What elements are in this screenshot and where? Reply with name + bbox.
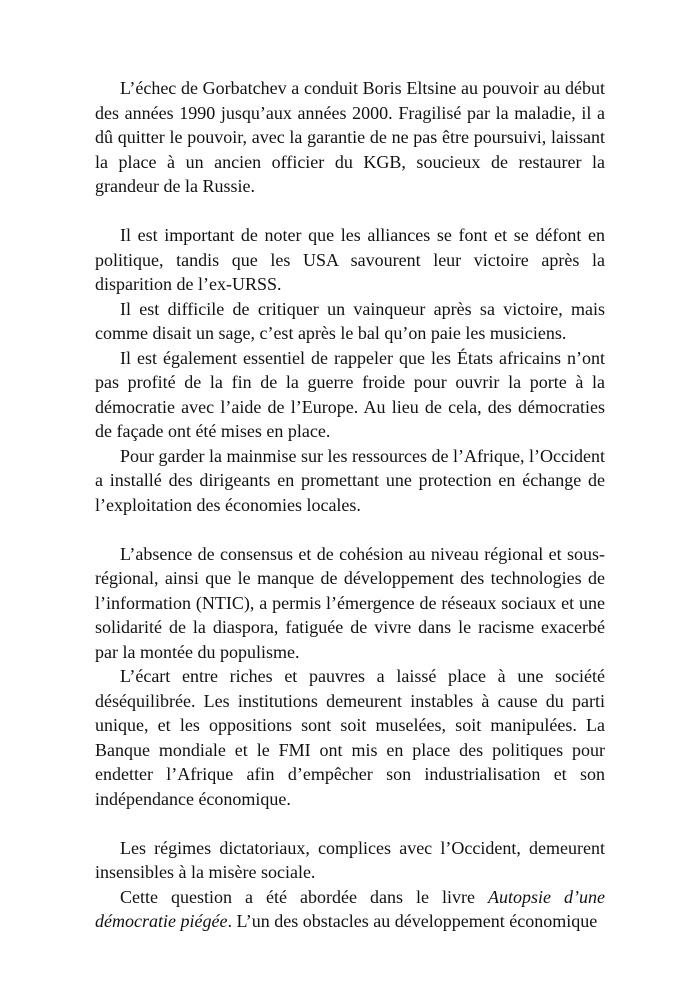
paragraph: L’échec de Gorbatchev a conduit Boris Eltsine au pouvoir au début des années 1990 jusqu’aux années 2000. Fragilisé par la maladie, il a dû quitter le pouvoir, avec la garantie de ne pas être poursuivi, laissant la place à un ancien officier du KGB, soucieux de restaurer la grandeur de la Russie. (95, 78, 605, 196)
paragraph: Il est difficile de critiquer un vainqueur après sa victoire, mais comme disait un sage, c’est après le bal qu’on paie les musiciens. (95, 298, 605, 343)
book-title: Autopsie d’une démocratie piégée (95, 886, 605, 931)
body-text (95, 76, 605, 934)
paragraph: Pour garder la mainmise sur les ressources de l’Afrique, l’Occident a installé des dirigeants en promettant une protection en échange de l’exploitation des économies locales. (95, 445, 605, 515)
paragraph: L’absence de consensus et de cohésion au niveau régional et sous-régional, ainsi que le manque de développement des technologies de l’information (NTIC), a permis l’émergence de réseaux sociaux et une solidarité de la diaspora, fatiguée de vivre dans le racisme exacerbé par la montée du populisme. (95, 543, 605, 662)
paragraph-text-after-title: . L’un des obstacles au développement économique (227, 911, 598, 931)
paragraph-text-before-title: Cette question a été abordée dans le livre (120, 886, 488, 907)
paragraph: L’écart entre riches et pauvres a laissé place à une société déséquilibrée. Les institutions demeurent instables à cause du parti unique, et les oppositions sont soit muselées, soit manipulées. La Banque mondiale et le FMI ont mis en place des politiques pour endetter l’Afrique afin d’empêcher son industrialisation et son indépendance économique. (95, 666, 605, 809)
paragraph: Les régimes dictatoriaux, complices avec l’Occident, demeurent insensibles à la misère sociale. (95, 837, 605, 882)
paragraph (95, 885, 605, 934)
paragraph: Il est important de noter que les alliances se font et se défont en politique, tandis que les USA savourent leur victoire après la disparition de l’ex-URSS. (95, 225, 605, 294)
paragraph: Il est également essentiel de rappeler que les États africains n’ont pas profité de la fin de la guerre froide pour ouvrir la porte à la démocratie avec l’aide de l’Europe. Au lieu de cela, des démocraties de façade ont été mises en place. (95, 347, 605, 441)
